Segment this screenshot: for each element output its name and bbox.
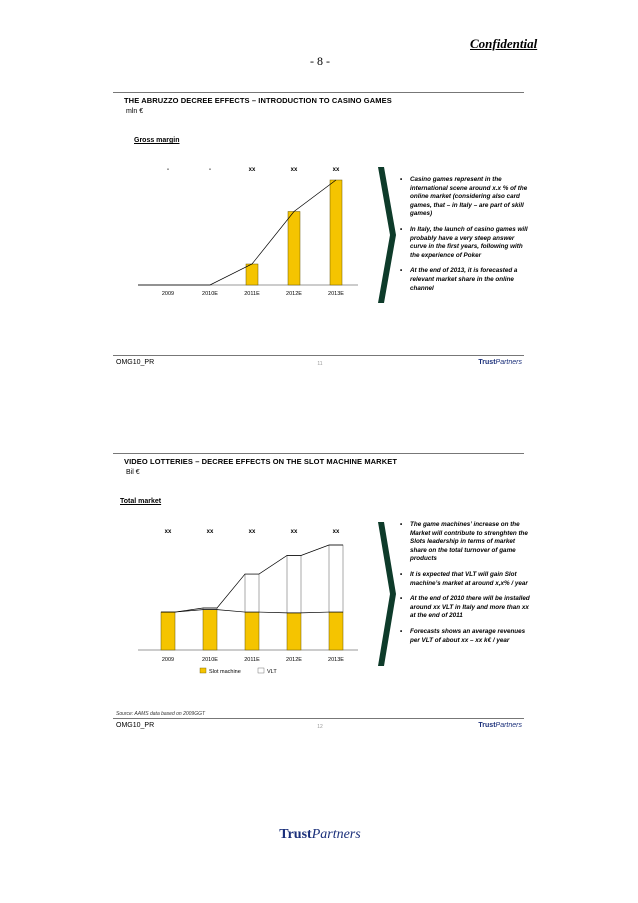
data-label: xx — [248, 529, 256, 535]
slide2-bullet-4: • Forecasts shows an average revenues per VLT of about xx – xx k€ / year — [400, 628, 530, 645]
bar-vlt — [329, 545, 343, 612]
bar — [246, 264, 258, 285]
data-label: xx — [290, 529, 298, 535]
slide1-arrow-shape — [378, 167, 396, 303]
x-tick-label: 2009 — [161, 657, 175, 663]
slide2-arrow-shape — [378, 522, 396, 666]
slide2-footer-code: OMG10_PR — [116, 722, 155, 729]
slide2-arrow — [376, 520, 398, 668]
slide2-bullet-1: • The game machines’ increase on the Market will contribute to strenghten the Slots leadership in terms of market share on the total turnover of game products — [400, 521, 530, 564]
bar-slot-machine — [329, 612, 343, 650]
slide2-unit: Bil € — [126, 469, 140, 476]
brand-partners: Partners — [495, 722, 522, 729]
slide1-unit: mln € — [126, 108, 144, 115]
slide1-arrow — [376, 165, 398, 305]
x-tick-label: 2013E — [328, 291, 344, 297]
data-label: xx — [248, 167, 256, 173]
slide2-bullets — [400, 521, 530, 652]
data-label: xx — [206, 529, 214, 535]
legend-swatch-slot-machine — [200, 668, 206, 673]
trend-line — [138, 180, 336, 285]
slide1-top-rule — [113, 92, 524, 93]
x-tick-label: 2013E — [328, 657, 344, 663]
data-label: xx — [164, 529, 172, 535]
slide1-footer-brand — [440, 359, 522, 366]
gross-margin-chart — [130, 155, 370, 305]
slide2-source: Source: AAMS data based on 2009GGT — [116, 711, 206, 717]
x-tick-label: 2012E — [286, 657, 302, 663]
slide1-bullet-3: • At the end of 2013, it is forecasted a relevant market share in the online channel — [400, 267, 528, 293]
data-label: xx — [332, 167, 340, 173]
x-tick-label: 2011E — [244, 291, 260, 297]
slide1-chart-title: Gross margin — [134, 137, 180, 144]
legend-label-slot-machine: Slot machine — [209, 669, 241, 675]
legend-swatch-vlt — [258, 668, 264, 673]
page-number: - 8 - — [310, 54, 330, 68]
x-tick-label: 2011E — [244, 657, 260, 663]
bar — [288, 212, 300, 286]
slide2-footer-slide-number: 12 — [317, 724, 323, 730]
slide1-footer-code: OMG10_PR — [116, 359, 155, 366]
slide2-bullet-2: • It is expected that VLT will gain Slot machine’s market at around x,x% / year — [400, 571, 530, 588]
slide1-title: THE ABRUZZO DECREE EFFECTS – INTRODUCTION TO CASINO GAMES — [124, 96, 392, 105]
slide2-bullet-3: • At the end of 2010 there will be installed around xx VLT in Italy and more than xx at the end of 2011 — [400, 595, 530, 621]
slide2-chart-title: Total market — [120, 498, 162, 505]
slide1-bottom-rule — [113, 355, 524, 356]
x-tick-label: 2009 — [161, 291, 175, 297]
bar-slot-machine — [287, 613, 301, 650]
slide2-title: VIDEO LOTTERIES – DECREE EFFECTS ON THE SLOT MACHINE MARKET — [124, 457, 397, 466]
slide1-footer-slide-number: 11 — [317, 361, 323, 367]
bar-slot-machine — [203, 610, 217, 650]
brand-partners: Partners — [495, 359, 522, 366]
document-footer-brand — [260, 827, 380, 843]
data-label: xx — [290, 167, 298, 173]
bar-slot-machine — [245, 612, 259, 650]
brand-trust: Trust — [478, 722, 496, 729]
total-market-chart — [130, 518, 370, 683]
bar-vlt — [287, 556, 301, 613]
legend-label-vlt: VLT — [267, 669, 277, 675]
x-tick-label: 2010E — [202, 291, 218, 297]
data-label: xx — [332, 529, 340, 535]
slide1-bullet-2: • In Italy, the launch of casino games will probably have a very steep answer curve in the first years, following with the experience of Poker — [400, 226, 528, 260]
bar-vlt — [245, 574, 259, 612]
slide1-bullets — [400, 176, 528, 300]
brand-trust: Trust — [478, 359, 496, 366]
slide2-bottom-rule — [113, 718, 524, 719]
brand-trust: Trust — [279, 827, 312, 842]
data-label: - — [209, 167, 211, 173]
bar-slot-machine — [161, 612, 175, 650]
x-tick-label: 2010E — [202, 657, 218, 663]
slide1-bullet-1: • Casino games represent in the international scene around x.x % of the online market (considering also card games, that – in Italy – are part of skill games) — [400, 176, 528, 219]
slide2-footer-brand — [440, 722, 522, 729]
data-label: - — [167, 167, 169, 173]
confidential-label: Confidential — [470, 36, 538, 51]
slide2-top-rule — [113, 453, 524, 454]
brand-partners: Partners — [311, 827, 361, 842]
x-tick-label: 2012E — [286, 291, 302, 297]
bar — [330, 180, 342, 285]
